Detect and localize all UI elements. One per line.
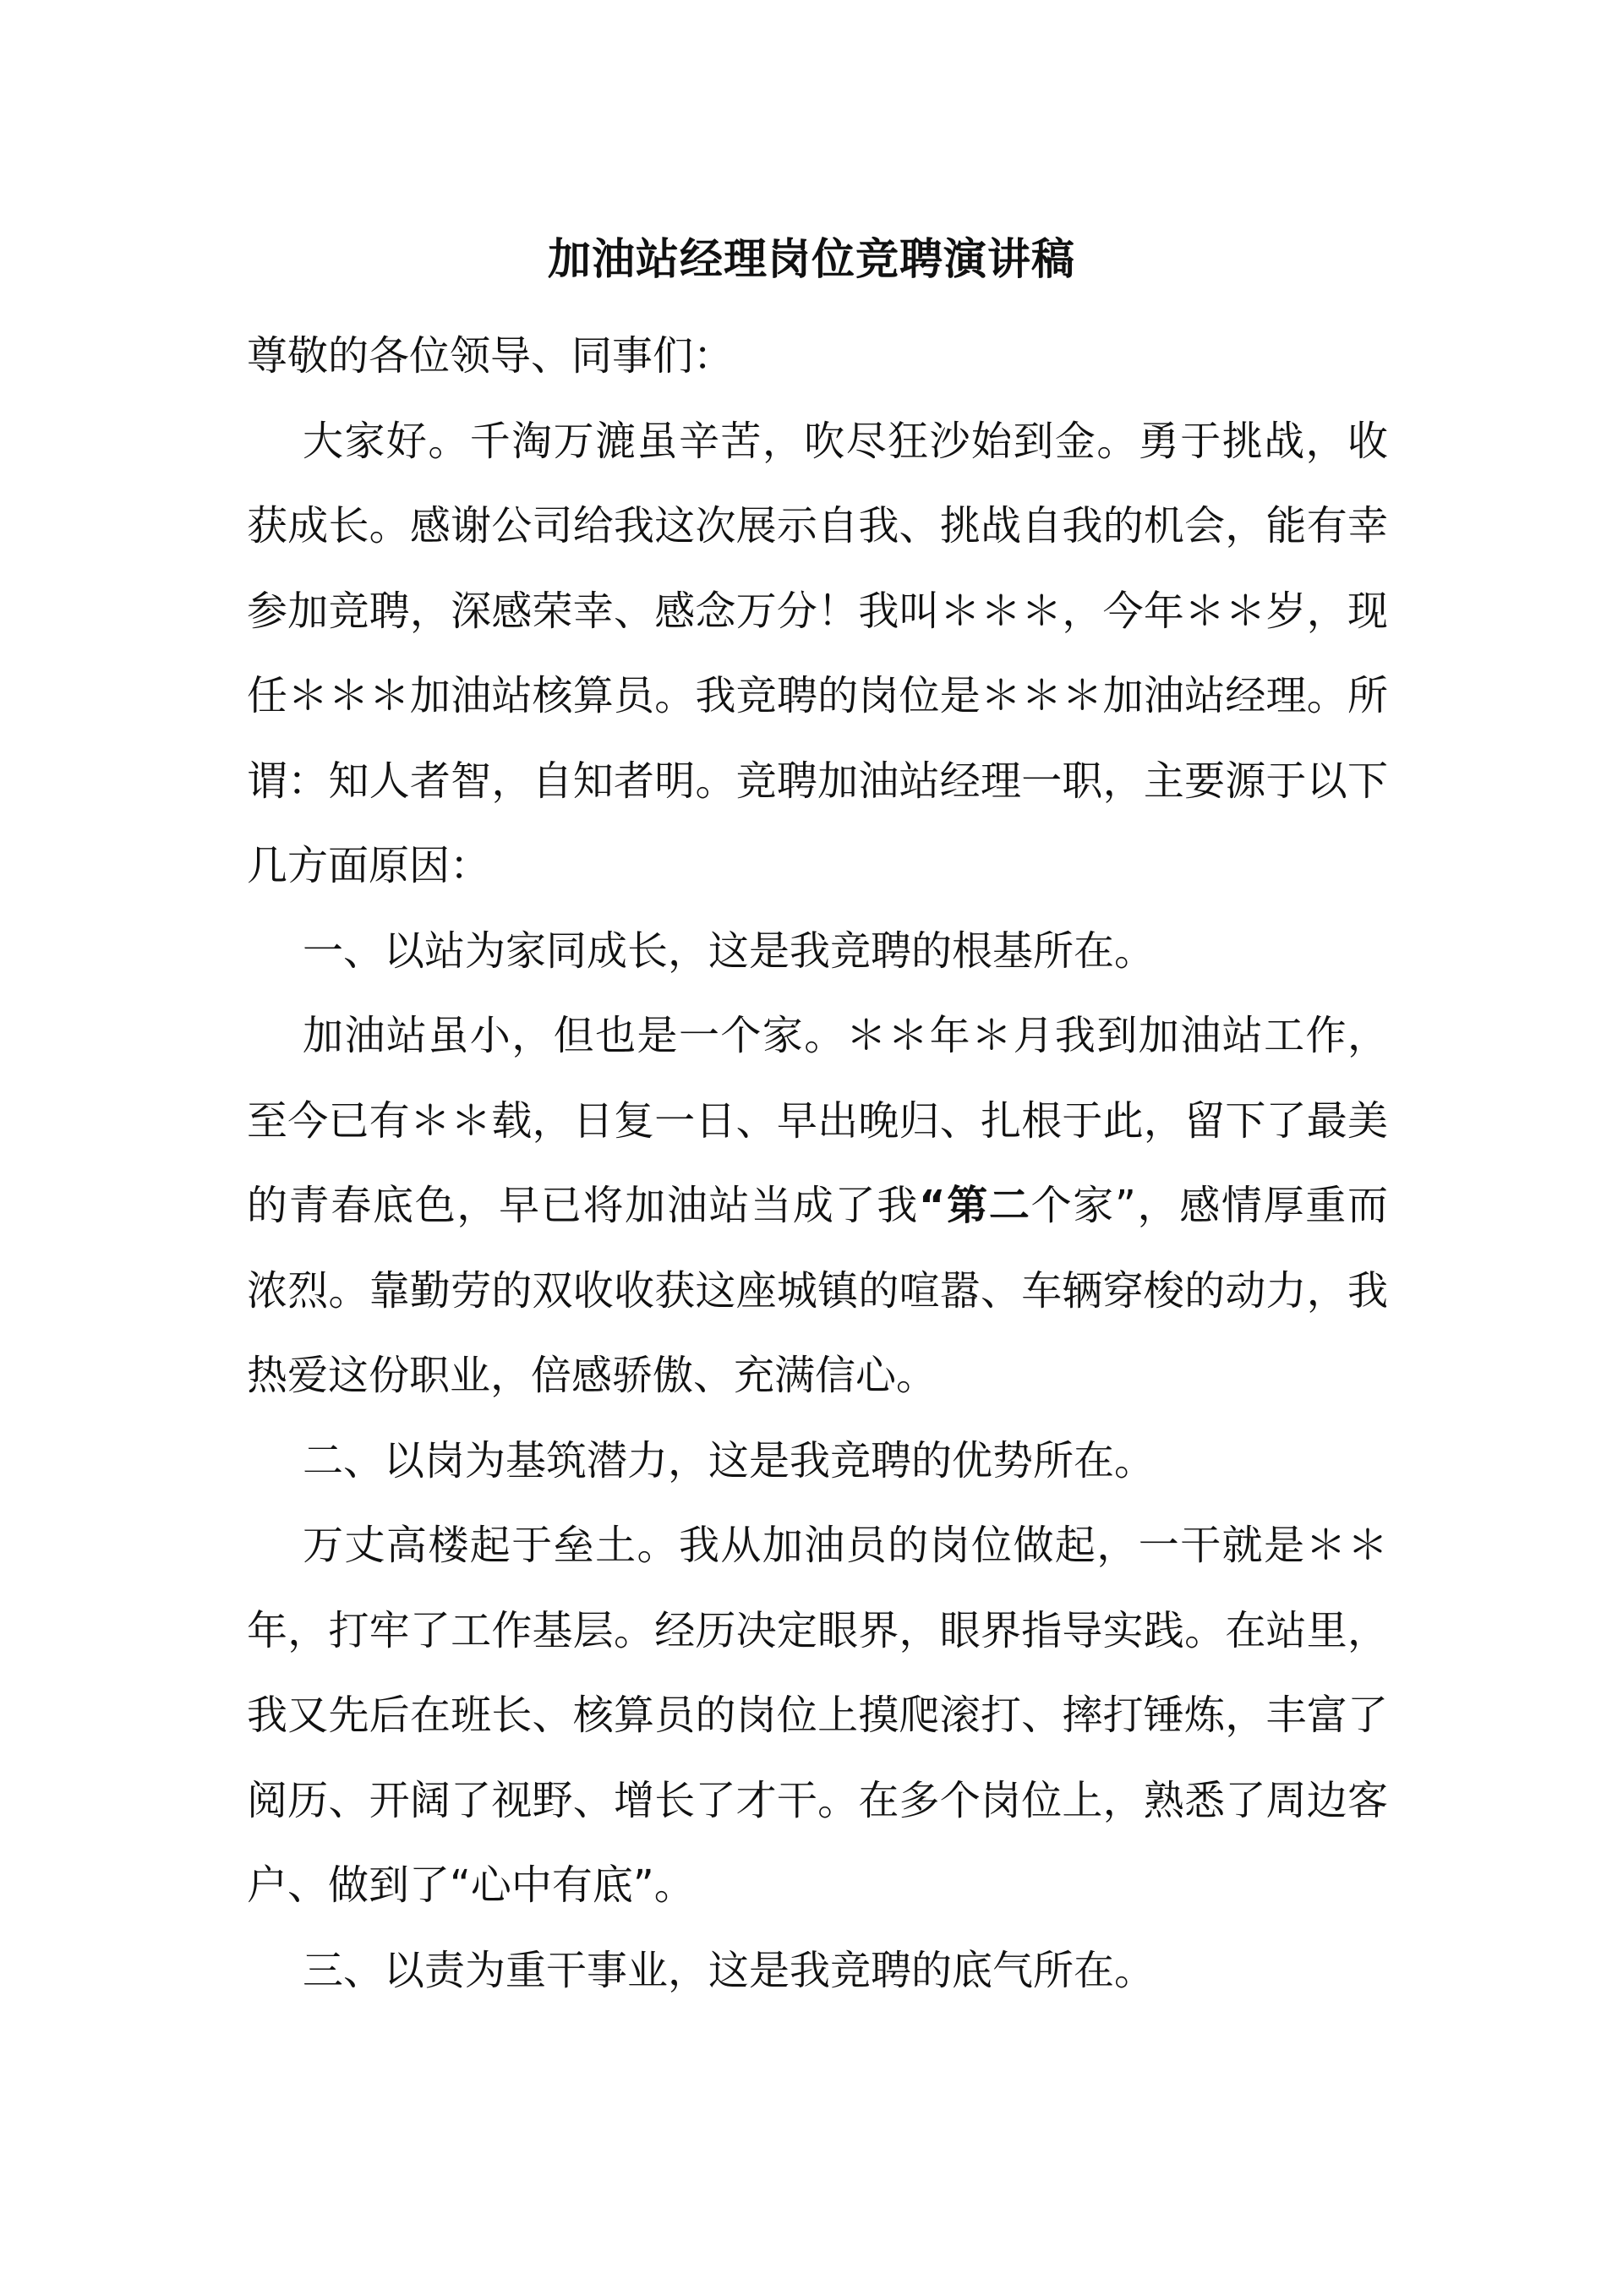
section-heading-3: 三、以责为重干事业，这是我竞聘的底气所在。 <box>303 1946 1156 1994</box>
paragraph-home-text-before: 加油站虽小，但也是一个家。＊＊年＊月我到加油站工作，至今已有＊＊载，日复一日、早出晚归、扎根于此，留下了最美的青春底色，早已将加油站当成了我 <box>247 1012 1388 1229</box>
paragraph-home-bold-text: “第二 <box>919 1182 1031 1229</box>
salutation: 尊敬的各位领导、同事们： <box>247 332 735 380</box>
paragraph-intro: 大家好。千淘万漉虽辛苦，吹尽狂沙始到金。勇于挑战，收获成长。感谢公司给我这次展示自我、挑战自我的机会，能有幸参加竞聘，深感荣幸、感念万分！我叫＊＊＊，今年＊＊岁，现任＊＊＊加油站核算员。我竞聘的岗位是＊＊＊加油站经理。所谓：知人者智，自知者明。竞聘加油站经理一职，主要源于以下几方面原因： <box>247 417 1388 889</box>
section-heading-1: 一、以站为家同成长，这是我竞聘的根基所在。 <box>303 927 1156 975</box>
paragraph-experience: 万丈高楼起于垒土。我从加油员的岗位做起，一干就是＊＊年，打牢了工作基层。经历决定眼界，眼界指导实践。在站里，我又先后在班长、核算员的岗位上摸爬滚打、摔打锤炼，丰富了阅历、开阔了视野、增长了才干。在多个岗位上，熟悉了周边客户、做到了“心中有底”。 <box>247 1522 1388 1909</box>
document-body <box>247 314 1388 2013</box>
paragraph-home-text-after: 个家”，感情厚重而浓烈。靠勤劳的双收收获这座城镇的喧嚣、车辆穿梭的动力，我热爱这份职业，倍感骄傲、充满信心。 <box>247 1182 1388 1399</box>
section-heading-2: 二、以岗为基筑潜力，这是我竞聘的优势所在。 <box>303 1436 1156 1484</box>
paragraph-home <box>247 993 1388 1419</box>
document-title: 加油站经理岗位竞聘演讲稿 <box>547 235 1075 285</box>
